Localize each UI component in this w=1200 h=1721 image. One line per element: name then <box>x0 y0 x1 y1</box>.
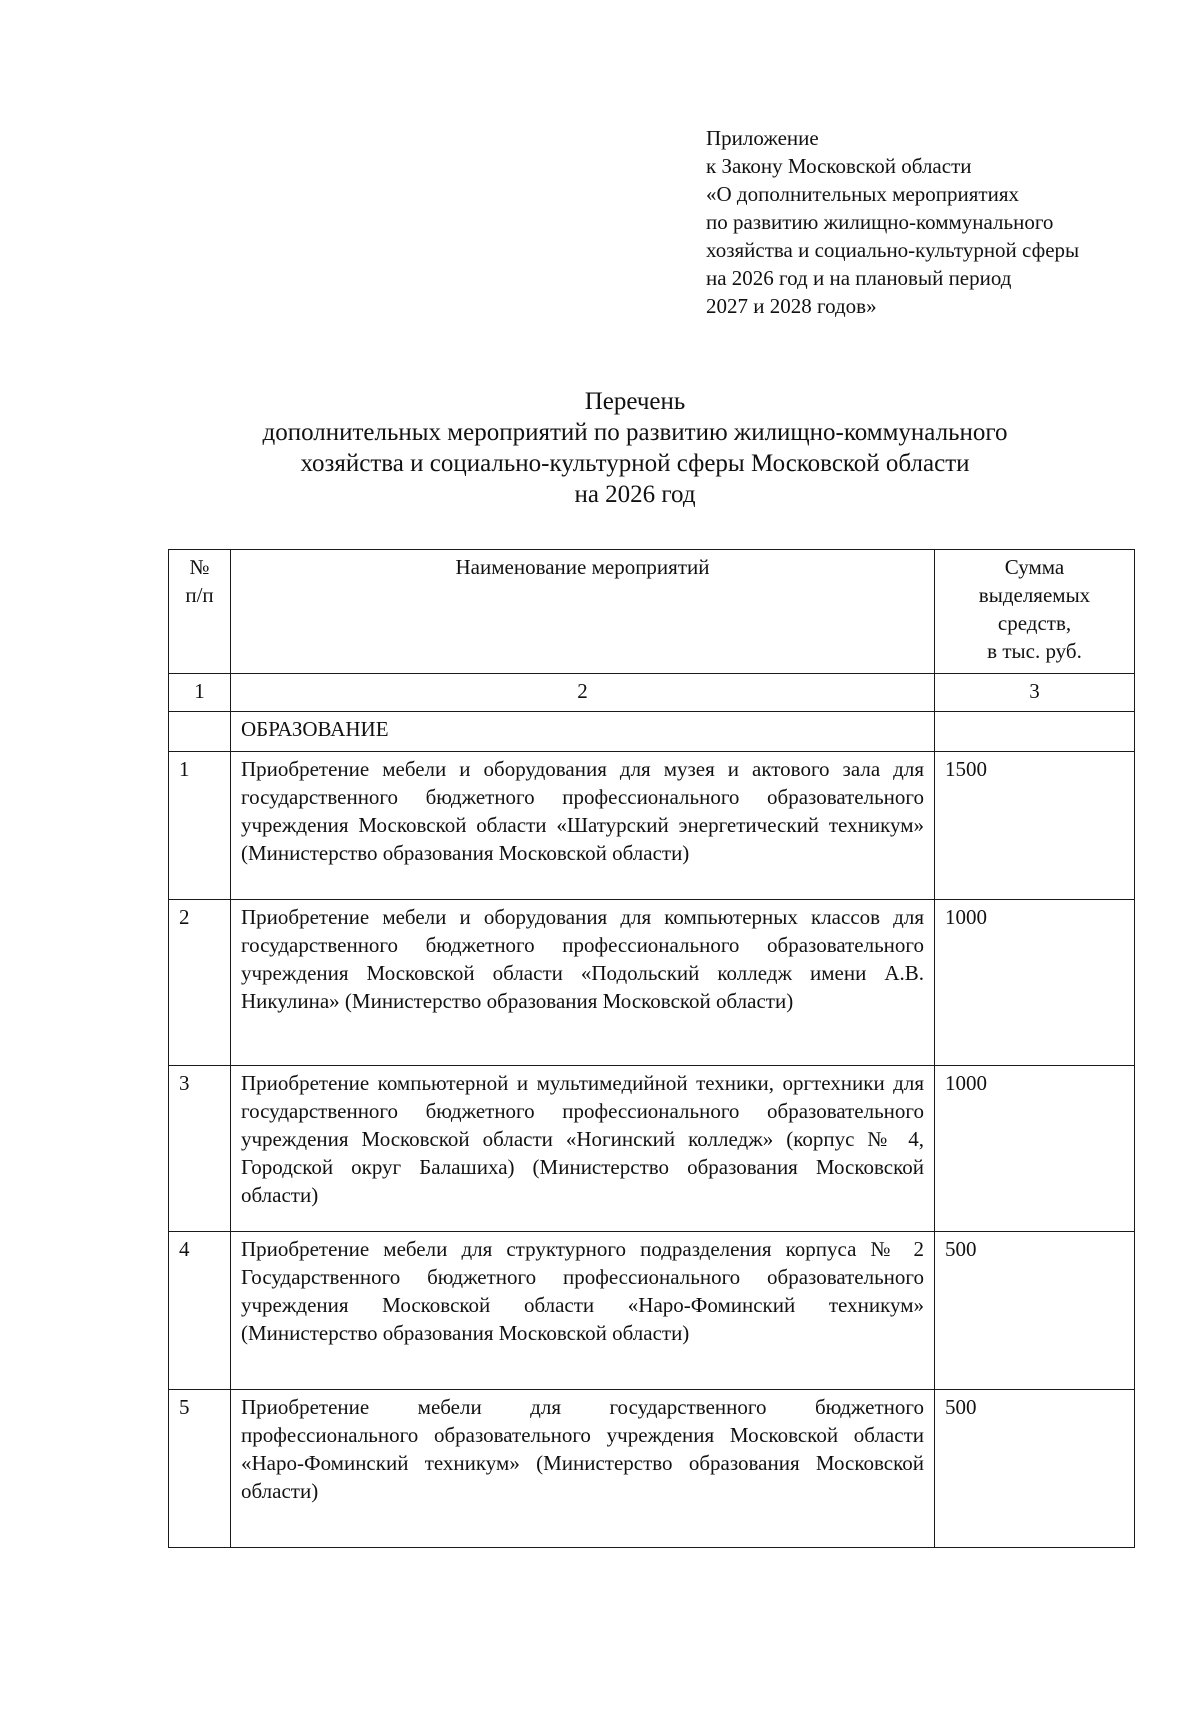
row-number: 2 <box>169 900 231 1066</box>
table-row <box>169 1390 1135 1548</box>
table-row <box>169 752 1135 900</box>
row-name: Приобретение мебели для структурного подразделения корпуса № 2 Государственного бюджетного профессионального образовательного учреждения Московской области «Наро-Фоминский техникум» (Министерство образования Московской области) <box>231 1232 935 1390</box>
row-number: 4 <box>169 1232 231 1390</box>
header-sum-line: выделяемых <box>978 583 1091 607</box>
header-sum-line: Сумма <box>1004 555 1065 579</box>
title-line: дополнительных мероприятий по развитию жилищно-коммунального <box>262 419 1008 446</box>
appendix-line: хозяйства и социально-культурной сферы <box>706 238 1080 262</box>
column-number-row <box>169 674 1135 712</box>
row-number: 5 <box>169 1390 231 1548</box>
header-number-line: п/п <box>185 583 214 607</box>
appendix-line: на 2026 год и на плановый период <box>706 266 1012 290</box>
header-number <box>169 550 231 674</box>
row-sum: 500 <box>935 1232 1135 1390</box>
header-sum-line: средств, <box>997 611 1072 635</box>
appendix-line: по развитию жилищно-коммунального <box>706 210 1054 234</box>
header-name: Наименование мероприятий <box>231 550 935 674</box>
row-sum: 1500 <box>935 752 1135 900</box>
appendix-line: к Закону Московской области <box>706 154 972 178</box>
row-sum: 1000 <box>935 1066 1135 1232</box>
title-line: на 2026 год <box>574 481 696 508</box>
appendix-line: Приложение <box>706 126 819 150</box>
header-sum <box>935 550 1135 674</box>
header-number-line: № <box>189 555 210 579</box>
row-sum: 1000 <box>935 900 1135 1066</box>
section-empty-cell <box>935 712 1135 752</box>
column-number: 2 <box>231 674 935 712</box>
row-sum: 500 <box>935 1390 1135 1548</box>
section-row <box>169 712 1135 752</box>
table-row <box>169 1066 1135 1232</box>
row-name: Приобретение мебели и оборудования для музея и актового зала для государственного бюджетного профессионального образовательного учреждения Московской области «Шатурский энергетический техникум» (Министерство образования Московской области) <box>231 752 935 900</box>
section-empty-cell <box>169 712 231 752</box>
appendix-line: «О дополнительных мероприятиях <box>706 182 1019 206</box>
table-row <box>169 900 1135 1066</box>
column-number: 1 <box>169 674 231 712</box>
table-header-row <box>169 550 1135 674</box>
document-title <box>0 386 1200 510</box>
row-number: 1 <box>169 752 231 900</box>
appendix-line: 2027 и 2028 годов» <box>706 294 877 318</box>
table-row <box>169 1232 1135 1390</box>
measures-table <box>168 549 1135 1548</box>
section-title: ОБРАЗОВАНИЕ <box>231 712 935 752</box>
row-number: 3 <box>169 1066 231 1232</box>
appendix-block <box>706 124 1166 320</box>
header-sum-line: в тыс. руб. <box>987 639 1082 663</box>
row-name: Приобретение мебели для государственного бюджетного профессионального образовательного учреждения Московской области «Наро-Фоминский техникум» (Министерство образования Московской области) <box>231 1390 935 1548</box>
row-name: Приобретение мебели и оборудования для компьютерных классов для государственного бюджетного профессионального образовательного учреждения Московской области «Подольский колледж имени А.В. Никулина» (Министерство образования Московской области) <box>231 900 935 1066</box>
column-number: 3 <box>935 674 1135 712</box>
title-line: хозяйства и социально-культурной сферы Московской области <box>300 450 970 477</box>
row-name: Приобретение компьютерной и мультимедийной техники, оргтехники для государственного бюджетного профессионального образовательного учреждения Московской области «Ногинский колледж» (корпус № 4, Городской округ Балашиха) (Министерство образования Московской области) <box>231 1066 935 1232</box>
title-line: Перечень <box>584 388 686 415</box>
